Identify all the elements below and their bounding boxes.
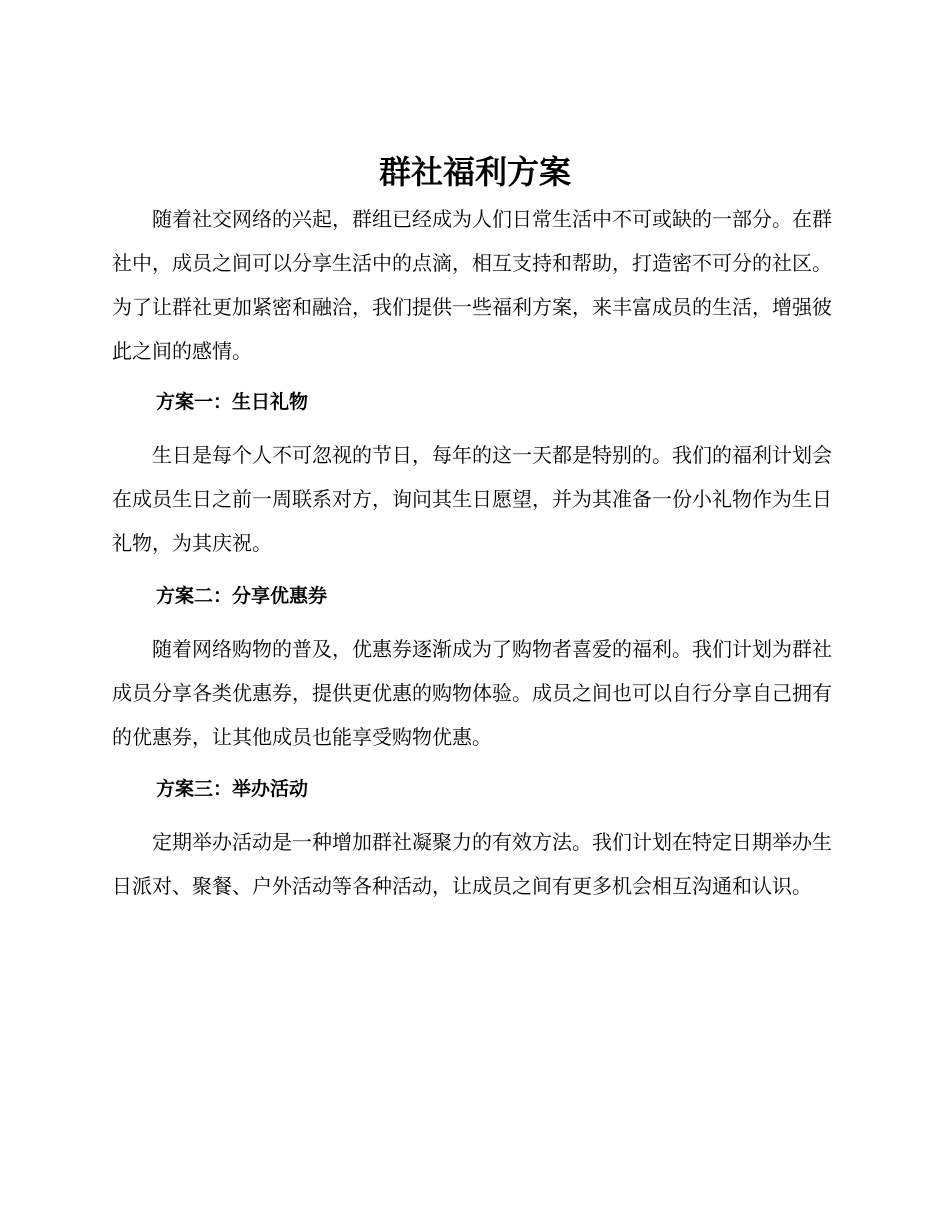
section-body-birthday-gift: 生日是每个人不可忽视的节日，每年的这一天都是特别的。我们的福利计划会在成员生日之前一周联系对方，询问其生日愿望，并为其准备一份小礼物作为生日礼物，为其庆祝。 [112, 443, 832, 555]
document-title: 群社福利方案 [378, 153, 571, 191]
intro-paragraph: 随着社交网络的兴起，群组已经成为人们日常生活中不可或缺的一部分。在群社中，成员之间可以分享生活中的点滴，相互支持和帮助，打造密不可分的社区。为了让群社更加紧密和融洽，我们提供一些福利方案，来丰富成员的生活，增强彼此之间的感情。 [112, 207, 832, 363]
section-body-share-coupons: 随着网络购物的普及，优惠券逐渐成为了购物者喜爱的福利。我们计划为群社成员分享各类优惠券，提供更优惠的购物体验。成员之间也可以自行分享自己拥有的优惠券，让其他成员也能享受购物优惠。 [112, 637, 832, 749]
section-heading-hold-events: 方案三：举办活动 [156, 778, 309, 800]
section-heading-birthday-gift: 方案一：生日礼物 [156, 391, 309, 413]
section-heading-share-coupons: 方案二：分享优惠券 [156, 585, 328, 607]
section-body-hold-events: 定期举办活动是一种增加群社凝聚力的有效方法。我们计划在特定日期举办生日派对、聚餐、户外活动等各种活动，让成员之间有更多机会相互沟通和认识。 [112, 830, 832, 898]
